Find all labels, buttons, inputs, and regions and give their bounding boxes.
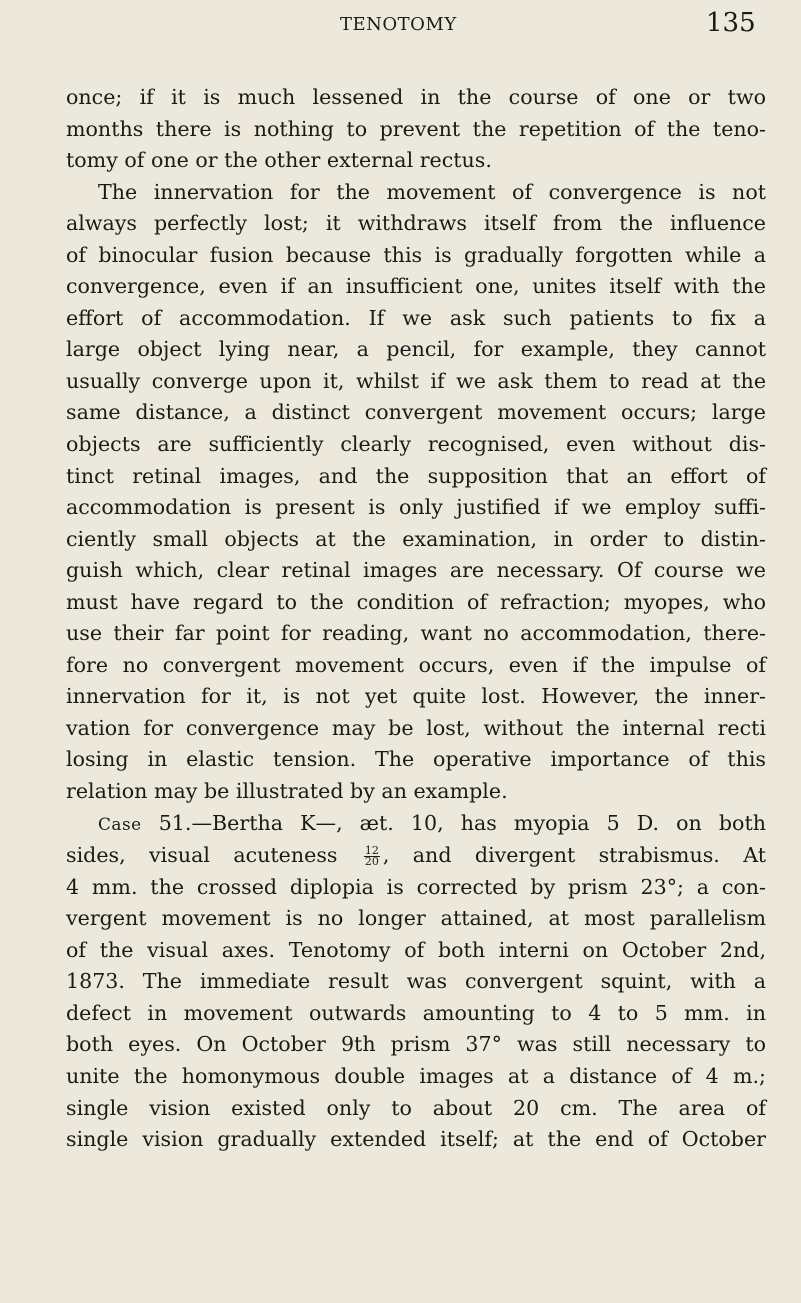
body-text	[66, 82, 766, 1156]
text-line: vation for convergence may be lost, without the internal recti	[66, 715, 766, 740]
visual-acuity-fraction	[364, 846, 380, 867]
text-line: 1873. The immediate result was convergent squint, with a	[66, 969, 766, 994]
fraction-numerator: 12	[364, 844, 379, 858]
text-line: must have regard to the condition of refraction; myopes, who	[66, 589, 766, 614]
text-line: both eyes. On October 9th prism 37° was still necessary to	[66, 1032, 766, 1057]
text-line: usually converge upon it, whilst if we ask them to read at the	[66, 368, 766, 393]
acuity-text-after: , and divergent strabismus. At	[382, 843, 766, 868]
text-line: convergence, even if an insufficient one, unites itself with the	[66, 274, 766, 299]
fraction-denominator: 20	[364, 855, 379, 869]
acuity-line	[66, 840, 766, 872]
text-line: use their far point for reading, want no accommodation, there-	[66, 621, 766, 646]
case-label: Case	[98, 813, 142, 834]
text-line: tinct retinal images, and the supposition that an effort of	[66, 463, 766, 488]
text-line: defect in movement outwards amounting to 4 to 5 mm. in	[66, 1000, 766, 1025]
text-line: The innervation for the movement of convergence is not	[98, 179, 766, 204]
text-line: effort of accommodation. If we ask such patients to fix a	[66, 305, 766, 330]
text-line: accommodation is present is only justified if we employ suffi-	[66, 495, 766, 520]
page-number: 135	[706, 8, 756, 38]
text-line: once; if it is much lessened in the course of one or two	[66, 85, 766, 109]
text-line: losing in elastic tension. The operative importance of this	[66, 747, 766, 772]
text-line: relation may be illustrated by an example.	[66, 779, 508, 804]
acuity-text-before: sides, visual acuteness	[66, 843, 361, 868]
case-heading-line	[66, 808, 766, 841]
text-line: vergent movement is no longer attained, at most parallelism	[66, 906, 766, 931]
text-line: always perfectly lost; it withdraws itself from the influence	[66, 211, 766, 236]
text-line: objects are sufficiently clearly recognised, even without dis-	[66, 432, 766, 457]
text-line: guish which, clear retinal images are necessary. Of course we	[66, 558, 766, 583]
text-line: innervation for it, is not yet quite lost. However, the inner-	[66, 684, 766, 709]
text-line: ciently small objects at the examination, in order to distin-	[66, 526, 766, 551]
text-line: same distance, a distinct convergent movement occurs; large	[66, 400, 766, 425]
text-line: months there is nothing to prevent the repetition of the teno-	[66, 116, 766, 141]
text-line: 4 mm. the crossed diplopia is corrected by prism 23°; a con-	[66, 874, 766, 899]
text-line: fore no convergent movement occurs, even if the impulse of	[66, 652, 766, 677]
text-line: of binocular fusion because this is gradually forgotten while a	[66, 242, 766, 267]
text-line: single vision existed only to about 20 cm. The area of	[66, 1095, 766, 1120]
running-head: TENOTOMY	[340, 14, 457, 35]
text-line: single vision gradually extended itself; at the end of October	[66, 1127, 766, 1152]
text-line: tomy of one or the other external rectus.	[66, 148, 492, 173]
text-line: of the visual axes. Tenotomy of both interni on October 2nd,	[66, 937, 766, 962]
text-line: unite the homonymous double images at a distance of 4 m.;	[66, 1063, 766, 1088]
text-line: large object lying near, a pencil, for example, they cannot	[66, 337, 766, 362]
case-text: 51.—Bertha K—, æt. 10, has myopia 5 D. on both	[141, 810, 766, 835]
